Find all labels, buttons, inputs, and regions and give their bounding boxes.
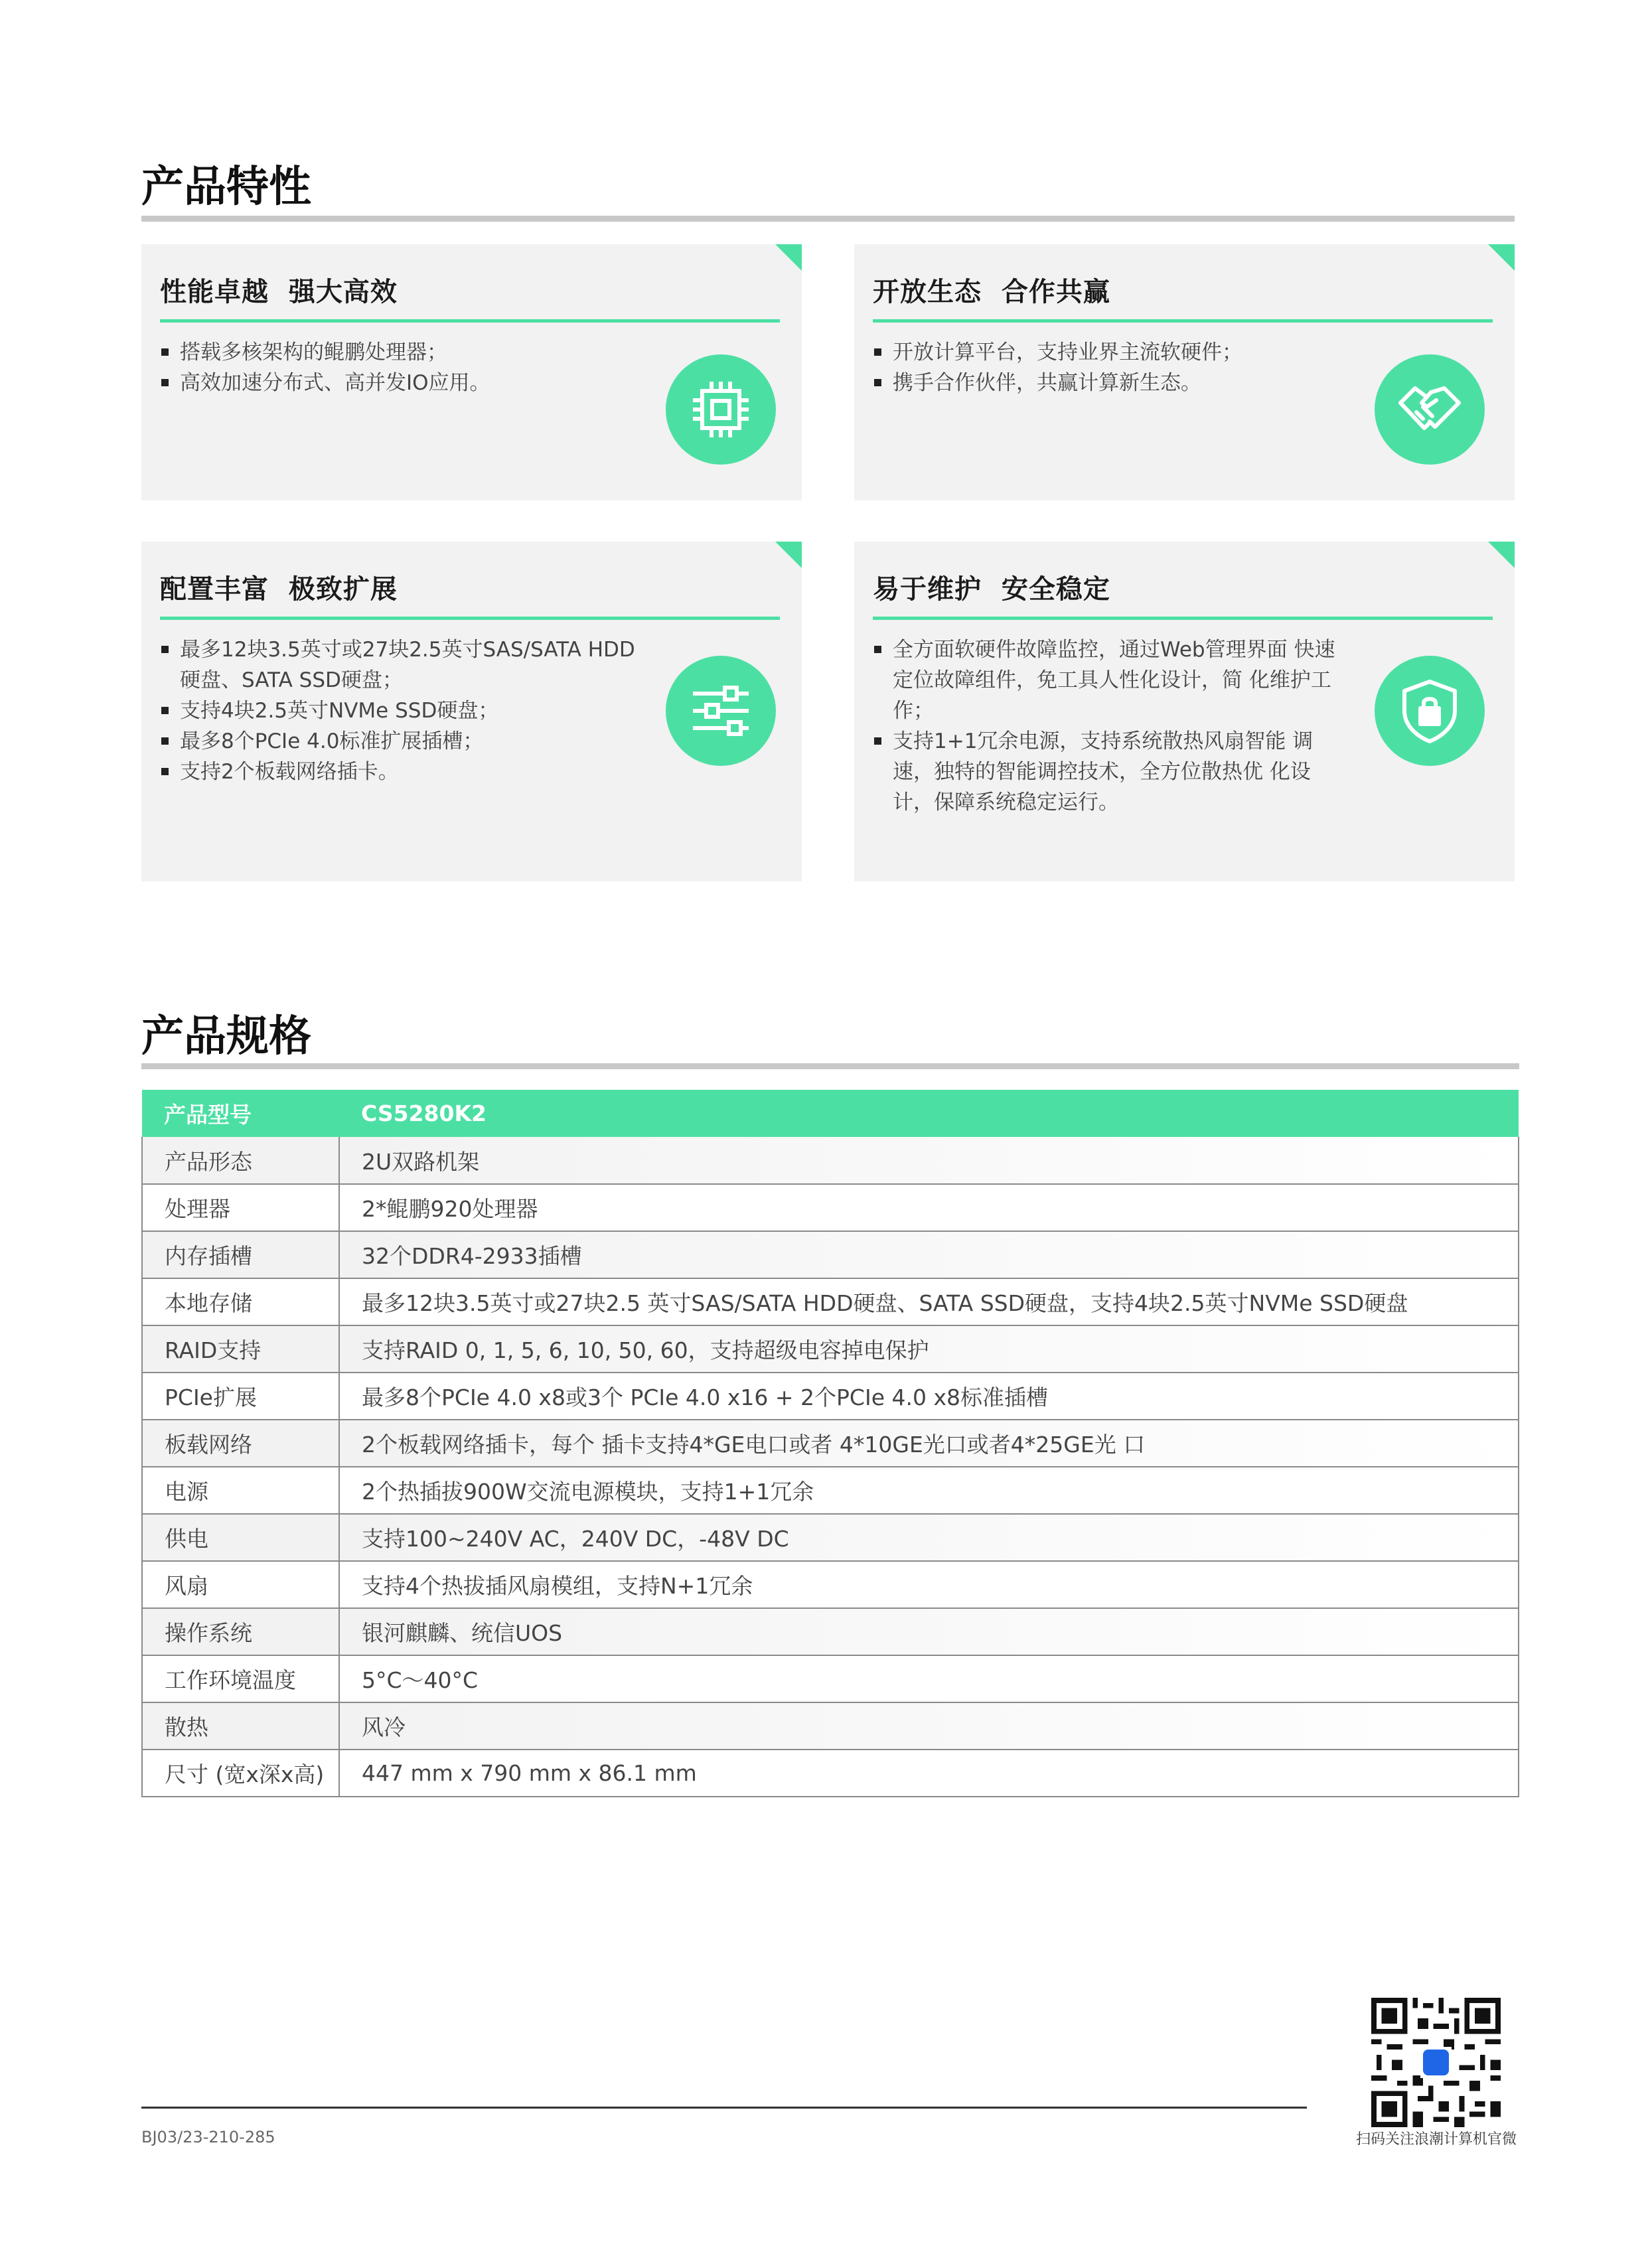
spec-value: 2*鲲鹏920处理器 — [339, 1184, 1519, 1231]
spec-value: 447 mm x 790 mm x 86.1 mm — [339, 1750, 1519, 1797]
table-row — [142, 1467, 1519, 1514]
table-row — [142, 1750, 1519, 1797]
table-row — [142, 1608, 1519, 1655]
spec-value: 32个DDR4-2933插槽 — [339, 1231, 1519, 1278]
spec-value: 风冷 — [339, 1702, 1519, 1750]
feature-bullet: 支持4块2.5英寸NVMe SSD硬盘； — [160, 696, 651, 726]
spec-value: 支持100~240V AC，240V DC，-48V DC — [339, 1514, 1519, 1561]
spec-label: 散热 — [142, 1702, 339, 1750]
sliders-icon — [666, 656, 776, 766]
table-row — [142, 1420, 1519, 1467]
card-title-rule — [873, 617, 1493, 620]
spec-label: 操作系统 — [142, 1608, 339, 1655]
table-row — [142, 1561, 1519, 1608]
feature-card-expansion — [141, 542, 802, 881]
spec-label: 处理器 — [142, 1184, 339, 1231]
shield-lock-icon — [1375, 656, 1485, 766]
feature-bullet-list — [873, 337, 1364, 398]
feature-bullet-list — [160, 337, 651, 398]
features-title: 产品特性 — [141, 163, 311, 212]
feature-card-title: 性能卓越 强大高效 — [160, 277, 398, 307]
handshake-icon — [1375, 354, 1485, 465]
spec-label: 板载网络 — [142, 1420, 339, 1467]
card-title-rule — [160, 319, 780, 323]
feature-bullet: 支持2个板载网络插卡。 — [160, 757, 651, 787]
table-row — [142, 1514, 1519, 1561]
specs-title: 产品规格 — [141, 1012, 311, 1061]
feature-bullet: 搭载多核架构的鲲鹏处理器； — [160, 337, 651, 368]
spec-header-value: CS5280K2 — [339, 1090, 1519, 1137]
card-corner-accent — [775, 244, 802, 271]
feature-bullet: 支持1+1冗余电源，支持系统散热风扇智能 调速，独特的智能调控技术，全方位散热优 化设计，保障系统稳定运行。 — [873, 726, 1351, 818]
card-corner-accent — [1488, 244, 1515, 271]
spec-value: 最多8个PCIe 4.0 x8或3个 PCIe 4.0 x16 + 2个PCIe 4.0 x8标准插槽 — [339, 1373, 1519, 1420]
footer-rule — [141, 2107, 1307, 2109]
chip-icon — [666, 354, 776, 465]
table-row — [142, 1702, 1519, 1750]
spec-value: 5°C～40°C — [339, 1655, 1519, 1702]
spec-label: 电源 — [142, 1467, 339, 1514]
spec-header-label: 产品型号 — [142, 1090, 339, 1137]
spec-label: 尺寸 (宽x深x高) — [142, 1750, 339, 1797]
spec-label: 风扇 — [142, 1561, 339, 1608]
qr-caption: 扫码关注浪潮计算机官微 — [1355, 2131, 1517, 2148]
table-row — [142, 1325, 1519, 1373]
spec-label: 供电 — [142, 1514, 339, 1561]
feature-card-title: 开放生态 合作共赢 — [873, 277, 1110, 307]
qr-code[interactable] — [1371, 1998, 1501, 2127]
spec-value: 支持4个热拔插风扇模组，支持N+1冗余 — [339, 1561, 1519, 1608]
card-title-rule — [873, 319, 1493, 323]
document-code: BJ03/23-210-285 — [141, 2128, 275, 2146]
spec-label: PCIe扩展 — [142, 1373, 339, 1420]
feature-card-performance — [141, 244, 802, 500]
spec-label: 本地存储 — [142, 1278, 339, 1325]
spec-value: 银河麒麟、统信UOS — [339, 1608, 1519, 1655]
feature-bullet: 高效加速分布式、高并发IO应用。 — [160, 368, 651, 398]
feature-bullet: 全方面软硬件故障监控，通过Web管理界面 快速定位故障组件，免工具人性化设计，简 化维护工作； — [873, 635, 1351, 726]
spec-table-header — [142, 1090, 1519, 1137]
card-corner-accent — [1488, 542, 1515, 568]
feature-bullet-list — [873, 635, 1351, 818]
table-row — [142, 1278, 1519, 1325]
card-title-rule — [160, 617, 780, 620]
feature-bullet: 最多8个PCIe 4.0标准扩展插槽； — [160, 726, 651, 757]
spec-table — [141, 1090, 1519, 1797]
feature-bullet: 开放计算平台，支持业界主流软硬件； — [873, 337, 1364, 368]
table-row — [142, 1137, 1519, 1184]
spec-value: 支持RAID 0, 1, 5, 6, 10, 50, 60，支持超级电容掉电保护 — [339, 1325, 1519, 1373]
specs-title-rule — [141, 1063, 1519, 1069]
feature-bullet: 携手合作伙伴，共赢计算新生态。 — [873, 368, 1364, 398]
spec-label: 工作环境温度 — [142, 1655, 339, 1702]
table-row — [142, 1655, 1519, 1702]
spec-value: 2个板载网络插卡，每个 插卡支持4*GE电口或者 4*10GE光口或者4*25GE光 口 — [339, 1420, 1519, 1467]
feature-card-title: 配置丰富 极致扩展 — [160, 574, 398, 605]
table-row — [142, 1184, 1519, 1231]
feature-bullet-list — [160, 635, 651, 787]
spec-label: 内存插槽 — [142, 1231, 339, 1278]
table-row — [142, 1373, 1519, 1420]
spec-label: 产品形态 — [142, 1137, 339, 1184]
feature-card-ecosystem — [854, 244, 1515, 500]
card-corner-accent — [775, 542, 802, 568]
spec-value: 2U双路机架 — [339, 1137, 1519, 1184]
feature-card-reliability — [854, 542, 1515, 881]
feature-bullet: 最多12块3.5英寸或27块2.5英寸SAS/SATA HDD硬盘、SATA SSD硬盘； — [160, 635, 651, 696]
spec-value: 最多12块3.5英寸或27块2.5 英寸SAS/SATA HDD硬盘、SATA SSD硬盘，支持4块2.5英寸NVMe SSD硬盘 — [339, 1278, 1519, 1325]
feature-card-title: 易于维护 安全稳定 — [873, 574, 1110, 605]
spec-label: RAID支持 — [142, 1325, 339, 1373]
table-row — [142, 1231, 1519, 1278]
spec-value: 2个热插拔900W交流电源模块，支持1+1冗余 — [339, 1467, 1519, 1514]
features-title-rule — [141, 216, 1515, 222]
